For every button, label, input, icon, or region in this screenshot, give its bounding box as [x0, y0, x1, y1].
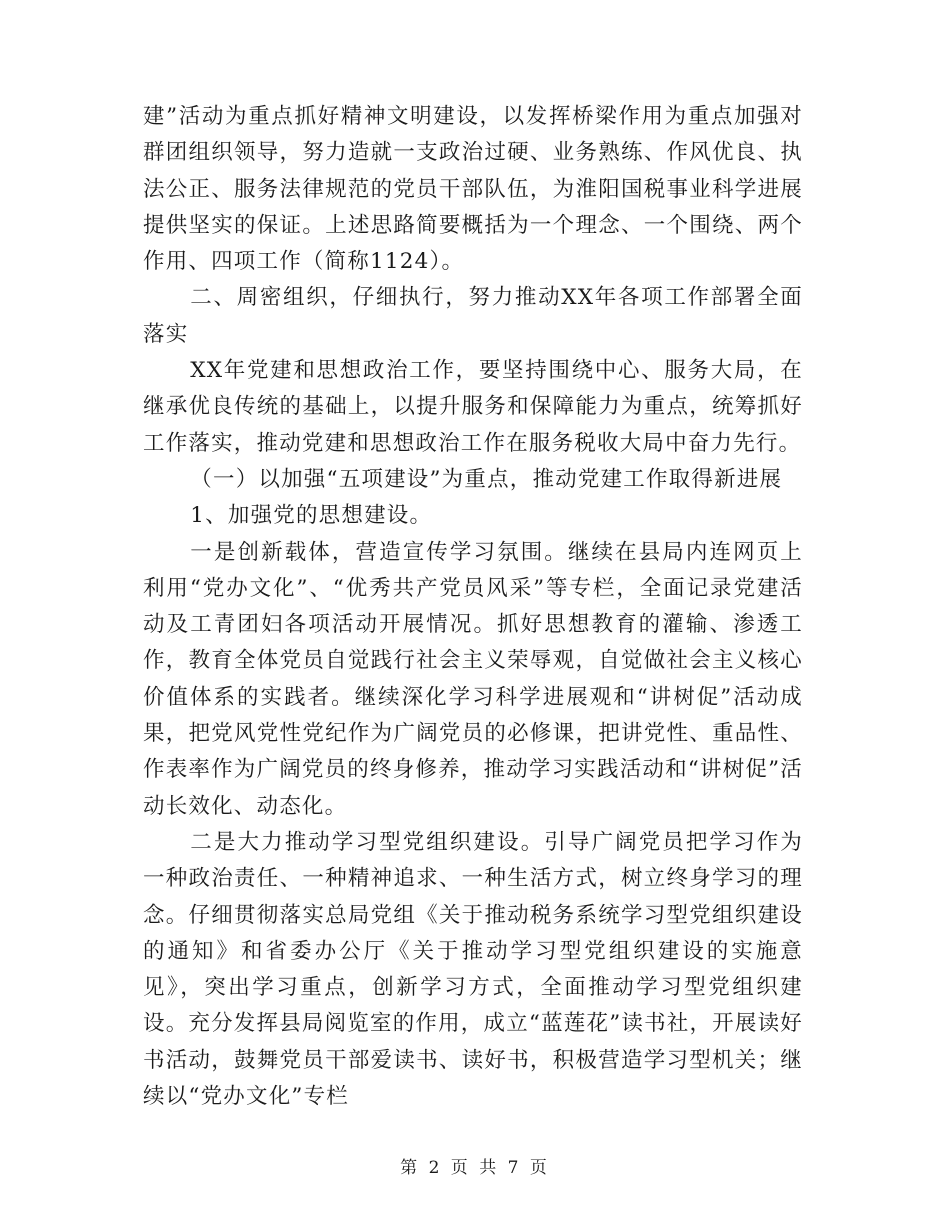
- paragraph-continuation: 建”活动为重点抓好精神文明建设，以发挥桥梁作用为重点加强对群团组织领导，努力造就一支政治过硬、业务熟练、作风优良、执法公正、服务法律规范的党员干部队伍，为淮阳国税事业科学进展提供坚实的保证。上述思路简要概括为一个理念、一个围绕、两个作用、四项工作（简称1124）。: [143, 104, 803, 275]
- subsection-heading-1: （一）以加强“五项建设”为重点，推动党建工作取得新进展: [190, 466, 783, 492]
- document-body: [143, 99, 803, 1115]
- page-number-footer: 第 2 页 共 7 页: [400, 1158, 550, 1178]
- item-heading-1: 1、加强党的思想建设。: [190, 503, 433, 529]
- paragraph-intro: XX年党建和思想政治工作，要坚持围绕中心、服务大局，在继承优良传统的基础上，以提升服务和保障能力为重点，统筹抓好工作落实，推动党建和思想政治工作在服务税收大局中奋力先行。: [143, 358, 803, 456]
- section-heading-2: 二、周密组织，仔细执行，努力推动XX年各项工作部署全面落实: [143, 285, 803, 347]
- paragraph-point-two: 二是大力推动学习型党组织建设。引导广阔党员把学习作为一种政治责任、一种精神追求、一种生活方式，树立终身学习的理念。仔细贯彻落实总局党组《关于推动税务系统学习型党组织建设的通知》和省委办公厅《关于推动学习型党组织建设的实施意见》，突出学习重点，创新学习方式，全面推动学习型党组织建设。充分发挥县局阅览室的作用，成立“蓝莲花”读书社，开展读好书活动，鼓舞党员干部爱读书、读好书，积极营造学习型机关；继续以“党办文化”专栏: [143, 829, 803, 1110]
- paragraph-point-one: 一是创新载体，营造宣传学习氛围。继续在县局内连网页上利用“党办文化”、“优秀共产党员风采”等专栏，全面记录党建活动及工青团妇各项活动开展情况。抓好思想教育的灌输、渗透工作，教育全体党员自觉践行社会主义荣辱观，自觉做社会主义核心价值体系的实践者。继续深化学习科学进展观和“讲树促”活动成果，把党风党性党纪作为广阔党员的必修课，把讲党性、重品性、作表率作为广阔党员的终身修养，推动学习实践活动和“讲树促”活动长效化、动态化。: [143, 539, 803, 819]
